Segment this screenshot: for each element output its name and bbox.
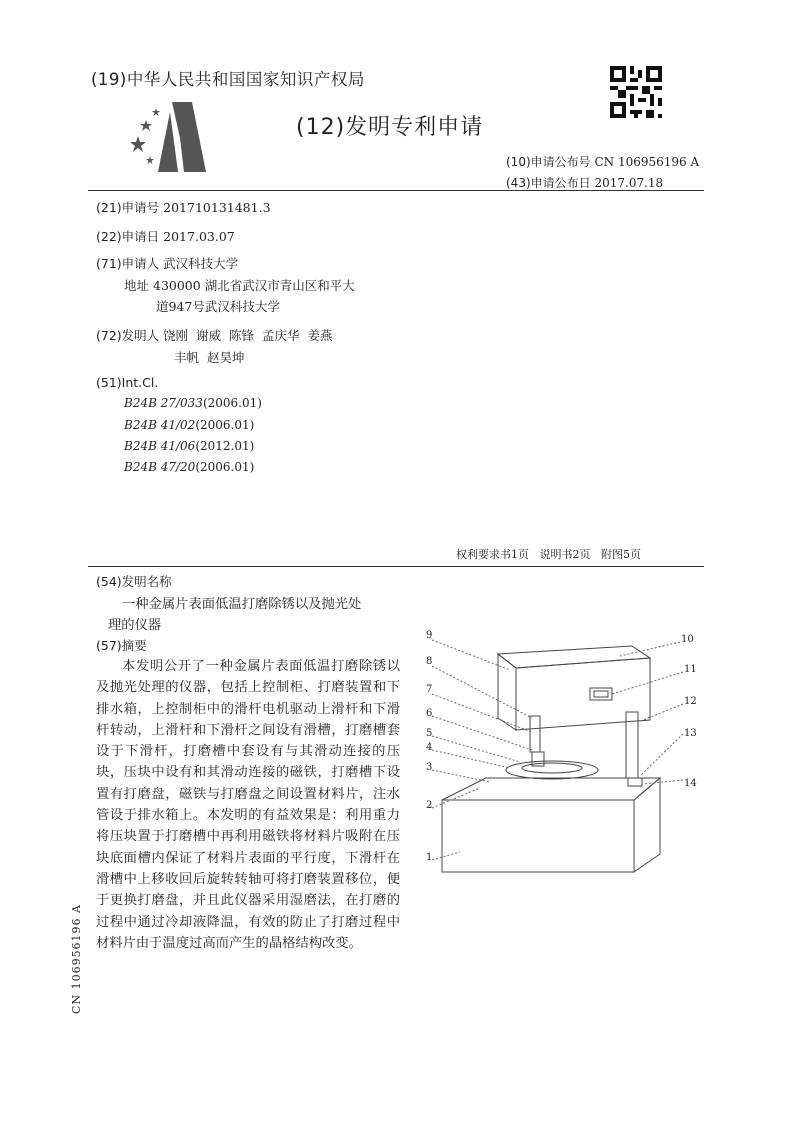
- grinding-plate: [506, 761, 598, 779]
- qr-code-icon: [610, 66, 662, 118]
- inventors-label: (72)发明人: [96, 328, 160, 343]
- section-divider: [88, 566, 704, 567]
- applicant-value: 武汉科技大学: [163, 256, 239, 271]
- figure-label: 13: [684, 728, 697, 739]
- header-divider: [88, 190, 704, 191]
- application-date: [96, 227, 235, 245]
- cabinet-top: [498, 646, 650, 668]
- figure-label: 5: [426, 728, 433, 739]
- invention-title-line-1: 一种金属片表面低温打磨除锈以及抛光处: [122, 597, 362, 612]
- publication-number-value: CN 106956196 A: [594, 155, 700, 169]
- application-date-label: (22)申请日: [96, 229, 160, 244]
- publication-date: [506, 174, 663, 191]
- figure-label: 3: [426, 762, 433, 773]
- figure-label: 6: [426, 708, 433, 719]
- application-number: [96, 198, 271, 216]
- cabinet-side: [498, 654, 516, 730]
- grinding-disc: [522, 763, 582, 773]
- page-counts: 权利要求书1页 说明书2页 附图5页: [456, 548, 641, 561]
- tank-top: [442, 778, 660, 800]
- applicant: [96, 254, 238, 272]
- publication-number: [506, 153, 699, 170]
- ipc-entry: B24B 41/06(2012.01): [124, 439, 255, 453]
- figure-label: 9: [426, 630, 433, 641]
- figure-label: 14: [684, 778, 697, 789]
- side-publication-number: CN 106956196 A: [70, 904, 83, 1014]
- applicant-label: (71)申请人: [96, 256, 160, 271]
- cabinet-panel: [590, 688, 612, 700]
- figure-label: 7: [426, 684, 433, 695]
- figure-label: 8: [426, 656, 433, 667]
- ipc-entry: B24B 41/02(2006.01): [124, 418, 255, 432]
- address: [124, 276, 355, 294]
- cabinet-display: [594, 691, 608, 697]
- rotary-shaft: [628, 778, 642, 786]
- publication-number-label: (10)申请公布号: [506, 155, 591, 169]
- figure-label: 2: [426, 800, 433, 811]
- inventors-line-1: 饶刚 谢威 陈锋 孟庆华 姜燕: [163, 328, 333, 343]
- abstract-label: (57)摘要: [96, 638, 147, 653]
- application-date-value: 2017.03.07: [163, 229, 235, 244]
- title-label: (54)发明名称: [96, 574, 172, 589]
- figure-label: 12: [684, 696, 697, 707]
- patent-figure: [420, 632, 705, 882]
- tank-front: [442, 800, 634, 872]
- address-line-1: 430000 湖北省武汉市青山区和平大: [153, 278, 355, 293]
- figure-label: 1: [426, 852, 433, 863]
- ipc-entry: B24B 27/033(2006.01): [124, 396, 262, 410]
- ipc-entry: B24B 47/20(2006.01): [124, 460, 255, 474]
- publication-date-value: 2017.07.18: [594, 176, 664, 190]
- invention-title-line-2: 理的仪器: [108, 618, 162, 633]
- figure-label: 11: [684, 664, 697, 675]
- cabinet-front: [516, 658, 650, 730]
- abstract-text: 本发明公开了一种金属片表面低温打磨除锈以及抛光处理的仪器，包括上控制柜、打磨装置和下排水箱，上控制柜中的滑杆电机驱动上滑杆和下滑杆转动，上滑杆和下滑杆之间设有滑槽，打磨槽套设于下滑杆，打磨槽中套设有与其滑动连接的压块，压块中设有和其滑动连接的磁铁，打磨槽下设置有打磨盘，磁铁与打磨盘之间设置材料片，注水管设于排水箱上。本发明的有益效果是：利用重力将压块置于打磨槽中再利用磁铁将材料片吸附在压块底面槽内保证了材料片表面的平行度，下滑杆在滑槽中上移收回后旋转转轴可将打磨装置移位，便于更换打磨盘，并且此仪器采用湿磨法，在打磨的过程中通过冷却液降温，有效的防止了打磨过程中材料片由于温度过高而产生的晶格结构改变。: [96, 659, 400, 951]
- inventors: [96, 326, 332, 344]
- figure-label: 4: [426, 742, 433, 753]
- upper-slide-bar: [530, 716, 540, 752]
- inventors-line-2: 丰帆 赵昊坤: [174, 350, 245, 365]
- office-name: (19)中华人民共和国国家知识产权局: [91, 70, 365, 89]
- publication-date-label: (43)申请公布日: [506, 176, 591, 190]
- document-type: (12)发明专利申请: [296, 115, 484, 140]
- intcl-label: (51)Int.Cl.: [96, 375, 159, 390]
- cnipa-logo: [128, 98, 214, 178]
- application-number-label: (21)申请号: [96, 200, 160, 215]
- application-number-value: 201710131481.3: [163, 200, 271, 215]
- tank-side: [634, 778, 660, 872]
- figure-label: 10: [681, 634, 694, 645]
- address-line-2: 道947号武汉科技大学: [156, 299, 280, 314]
- address-label: 地址: [124, 278, 150, 293]
